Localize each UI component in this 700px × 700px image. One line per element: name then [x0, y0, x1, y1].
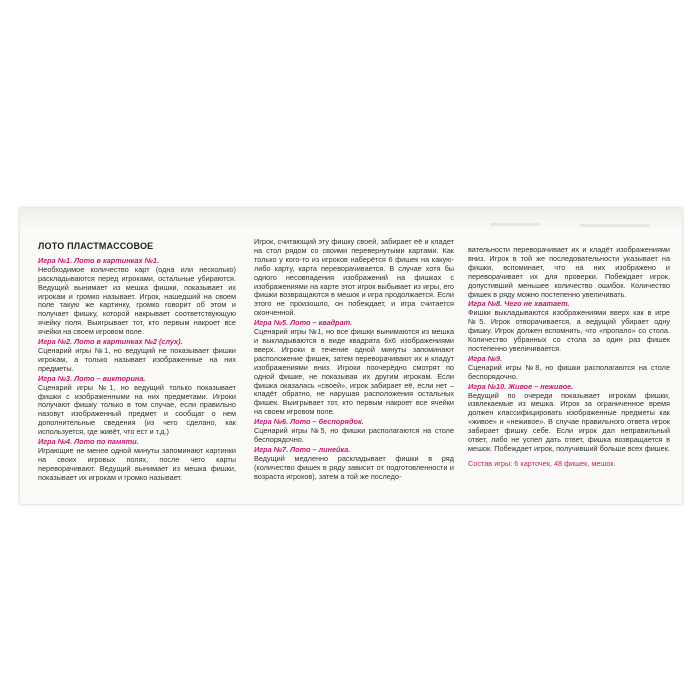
game-10-text: Ведущий по очереди показывает игрокам фишки, извлекаемые из мешка. Игрок за ограниченное время должен классифицировать изображенные предметы как «живое» и «неживое». В случае правильного ответа игрок забирает фишку себе. Если игрок дал неправильный ответ, либо не успел дать ответ, фишка возвращается в мешок. Побеждает игрок, получивший больше всех фишек.: [468, 390, 670, 453]
column-1: [38, 242, 236, 483]
game-8-title: Игра №8. Чего не хватает.: [468, 299, 570, 309]
game-5-title: Игра №5. Лото – квадрат.: [254, 318, 353, 328]
sheet-top-shading: [20, 208, 682, 232]
column-3: [468, 246, 670, 469]
game-3-text: Сценарий игры №1, но ведущий только показывает фишки с изображенными на них предметами. Игроки получают фишку только в том случае, если правильно назовут изображенный предмет и сообщат о нем дополнительные сведения (из чего сделано, как используется, где живёт, что ест и т.д.): [38, 382, 236, 437]
game-6-text: Сценарий игры №5, но фишки располагаются на столе беспорядочно.: [254, 426, 454, 444]
game-9-title: Игра №9.: [468, 353, 503, 363]
document-title: ЛОТО ПЛАСТМАССОВОЕ: [38, 241, 154, 251]
column-2-intro-text: Игрок, считающий эту фишку своей, забирает её и кладет на стол рядом со своими перевернутыми картами. Как только у кого-то из игроков наберётся 6 фишек на какую-либо карту, карта переворачивается. В случае хотя бы одного несовпадения изображений на фишках с изображениями на карте этот игрок выбывает из игры, его фишки возвращаются в мешок и игра продолжается. Если этого не произошло, он побеждает, и игра считается оконченной.: [254, 237, 454, 318]
instruction-sheet: [20, 208, 682, 504]
game-6-title: Игра №6. Лото – беспорядок.: [254, 417, 364, 427]
game-9-text: Сценарий игры №8, но фишки располагаются на столе беспорядочно.: [468, 362, 670, 381]
game-7-text: Ведущий медленно раскладывает фишки в ряд (количество фишек в ряду зависит от подготовленности и возраста игроков), затем а той же последо-: [254, 453, 454, 481]
surface-scuff: [580, 224, 650, 227]
game-8-text: Фишки выкладываются изображениями вверх как в игре №5. Игрок отворачивается, а ведущий убирает одну фишку. Игрок должен вспомнить, что «пропало» со стола. Количество убранных со стола за один раз фишек постепенно увеличивается.: [468, 308, 670, 353]
game-10-title: Игра №10. Живое – неживое.: [468, 381, 574, 391]
game-1-title: Игра №1. Лото в картинках №1.: [38, 255, 159, 265]
column-3-intro-text: вательности переворачивает их и кладёт изображениями вниз. Игрок в той же последовательности указывает на фишки, вспоминает, что на них изображено и переворачивает их для проверки. Побеждает игрок, допустивший меньшее количество ошибок. Количество фишек в ряду можно постепенно увеличивать.: [468, 245, 670, 299]
game-3-title: Игра №3. Лото – викторина.: [38, 373, 146, 383]
game-7-title: Игра №7. Лото – линейка.: [254, 444, 351, 454]
game-4-text: Играющие не менее одной минуты запоминают картинки на своих игровых полях, после чего карты переворачивают. Ведущий вынимает из мешка фишки, показывает их игрокам и громко называет.: [38, 445, 236, 482]
game-2-title: Игра №2. Лото в картинках №2 (слух).: [38, 337, 183, 347]
column-2: [254, 238, 454, 481]
game-1-text: Необходимое количество карт (одна или несколько) раскладываются перед игроками, остальные убираются. Ведущий вынимает из мешка фишки, показывает их игрокам и громко называет. Игрок, нашедший на своем поле такую же картинку, громко говорит об этом и получает фишку, которой накрывает соответствующую ячейку поля. Выигрывает тот, кто первым накроет все ячейки на своем игровом поле.: [38, 264, 236, 337]
game-composition: Состав игры: 6 карточек, 48 фишек, мешок.: [468, 458, 616, 468]
game-4-title: Игра №4. Лото по памяти.: [38, 437, 139, 447]
game-5-text: Сценарий игры №1, но все фишки вынимаются из мешка и выкладываются в виде квадрата 6х6 изображениями вверх. Игроки в течение одной минуты запоминают расположение фишек, затем переворачивают их и кладут изображениями вниз. Игроки поочерёдно смотрят по одной фишке, не показывая их другим игрокам. Если фишка оказалась «своей», игрок забирает её, если нет – кладёт обратно, не нарушая расположения остальных фишек. Выигрывает тот, кто первым накроет все ячейки на своем игровом поле.: [254, 327, 454, 417]
game-2-text: Сценарий игры №1, но ведущий не показывает фишки игрокам, а только называет изображенные на них предметы.: [38, 345, 236, 373]
surface-scuff: [490, 223, 540, 226]
